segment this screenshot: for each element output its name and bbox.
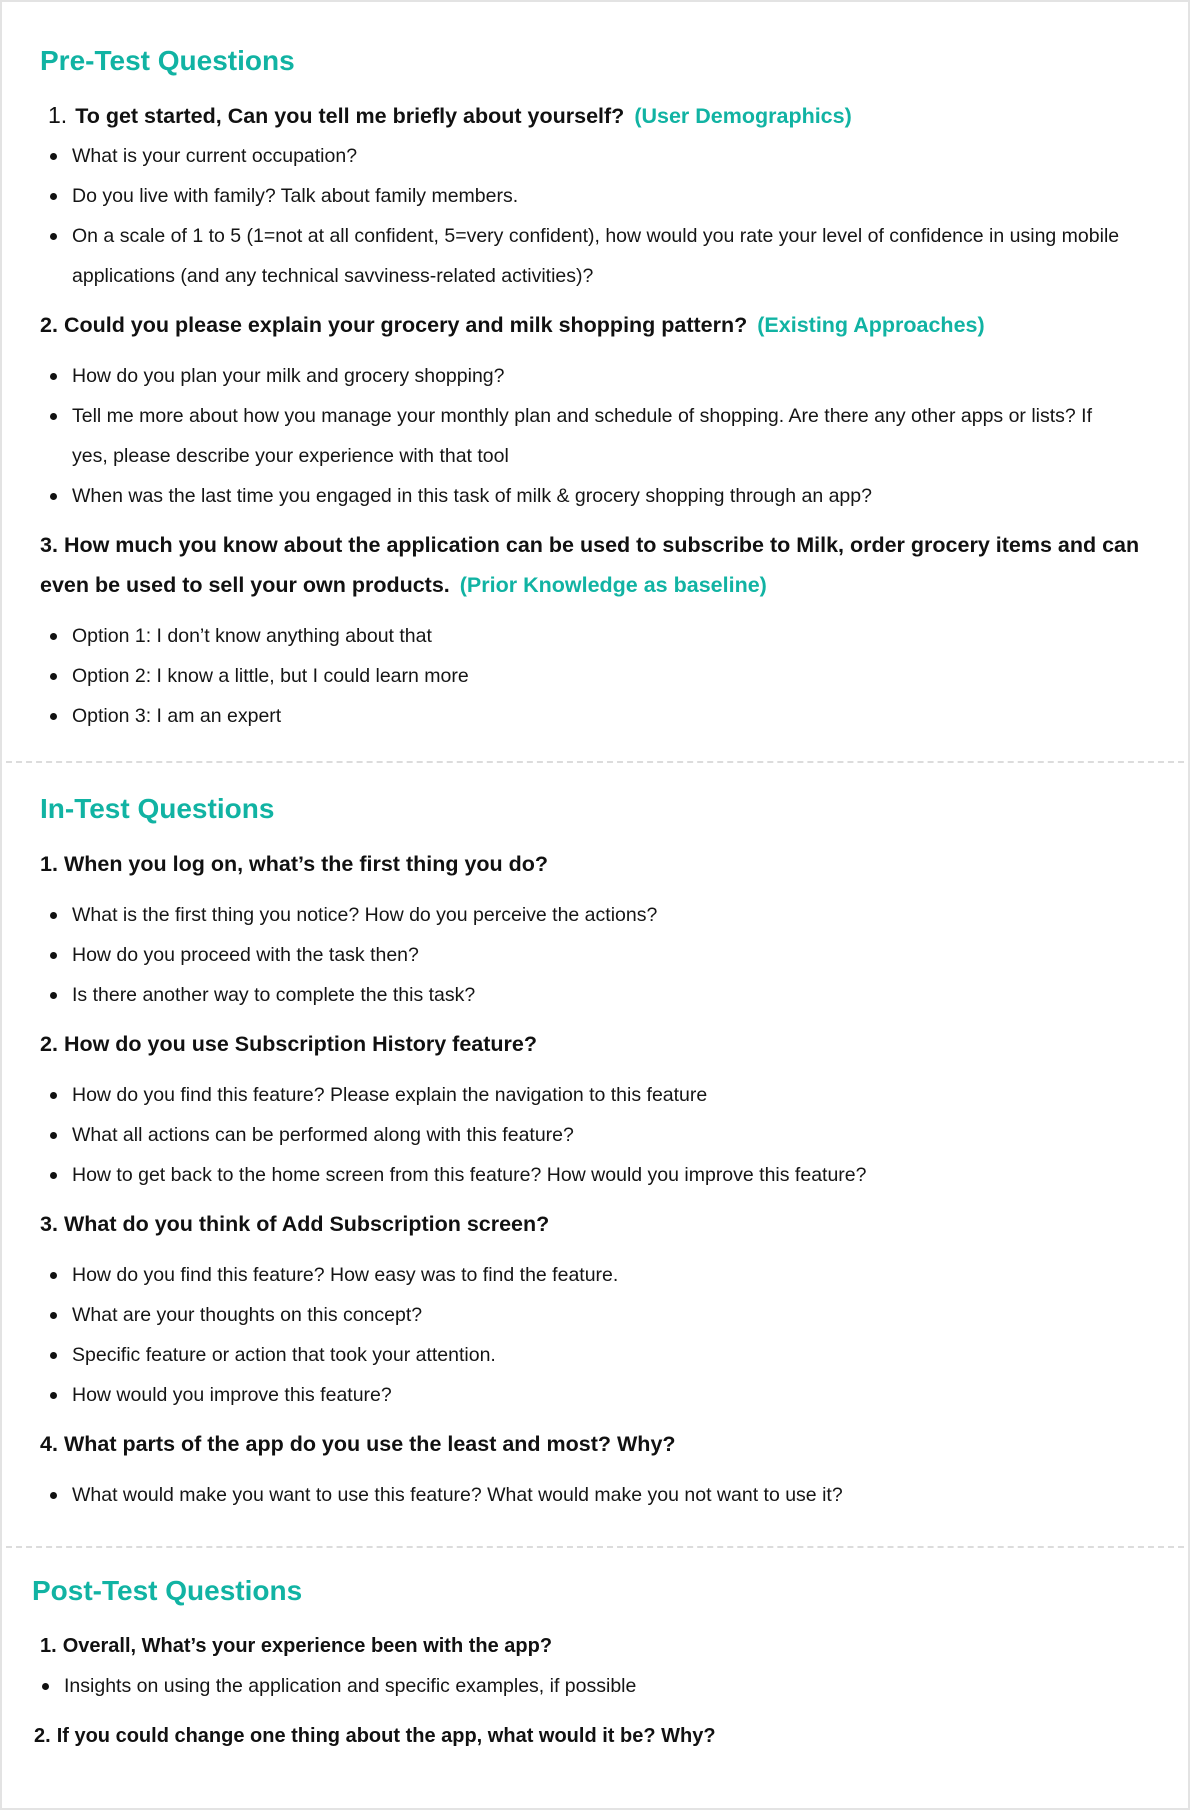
in-test-question-4-list — [42, 1475, 1142, 1515]
in-test-question-1: 1. When you log on, what’s the first thing you do? — [40, 852, 549, 876]
list-item: Option 2: I know a little, but I could learn more — [42, 656, 1122, 696]
pre-test-question-2: 2. Could you please explain your grocery and milk shopping pattern? (Existing Approaches) — [40, 313, 985, 337]
section-divider — [6, 1546, 1184, 1548]
list-item: How do you find this feature? Please explain the navigation to this feature — [42, 1075, 1142, 1115]
in-test-question-2: 2. How do you use Subscription History feature? — [40, 1032, 537, 1056]
list-item: When was the last time you engaged in this task of milk & grocery shopping through an app? — [42, 476, 1132, 516]
list-item: How do you find this feature? How easy was to find the feature. — [42, 1255, 1122, 1295]
pre-test-question-2-list — [42, 356, 1132, 516]
in-test-question-3: 3. What do you think of Add Subscription screen? — [40, 1212, 550, 1236]
section-divider — [6, 761, 1184, 763]
post-test-title: Post-Test Questions — [32, 1575, 303, 1606]
pre-test-question-1: 1. To get started, Can you tell me briefly about yourself? (User Demographics) — [48, 102, 852, 128]
list-item: What all actions can be performed along with this feature? — [42, 1115, 1142, 1155]
list-item: Option 3: I am an expert — [42, 696, 1122, 736]
list-item: What is your current occupation? — [42, 136, 1122, 176]
in-test-question-1-list — [42, 895, 1122, 1015]
in-test-question-2-text: How do you use Subscription History feature? — [63, 1032, 537, 1056]
pre-test-question-3-list — [42, 616, 1122, 736]
list-item: How do you plan your milk and grocery shopping? — [42, 356, 1132, 396]
in-test-question-2-list — [42, 1075, 1142, 1195]
in-test-title: In-Test Questions — [40, 793, 275, 824]
list-item: How would you improve this feature? — [42, 1375, 1122, 1415]
pre-test-question-1-text: To get started, Can you tell me briefly about yourself? — [75, 104, 625, 128]
post-test-question-2-text: If you could change one thing about the app, what would it be? Why? — [56, 1725, 716, 1747]
in-test-question-4: 4. What parts of the app do you use the least and most? Why? — [40, 1432, 676, 1456]
list-item: Do you live with family? Talk about family members. — [42, 176, 1122, 216]
list-item: What would make you want to use this feature? What would make you not want to use it? — [42, 1475, 1142, 1515]
pre-test-question-2-text: Could you please explain your grocery and milk shopping pattern? — [63, 313, 748, 337]
post-test-question-1-list — [34, 1666, 1114, 1706]
pre-test-question-3: 3. How much you know about the application can be used to subscribe to Milk, order grocery items and can even be used to sell your own products. (Prior Knowledge as baseline) — [40, 533, 1140, 597]
in-test-question-4-text: What parts of the app do you use the least and most? Why? — [63, 1432, 676, 1456]
pre-test-question-2-tag: (Existing Approaches) — [757, 313, 985, 337]
in-test-question-3-text: What do you think of Add Subscription screen? — [63, 1212, 550, 1236]
list-item: On a scale of 1 to 5 (1=not at all confident, 5=very confident), how would you rate your level of confidence in using mobile applications (and any technical savviness-related activities)? — [42, 216, 1122, 296]
post-test-question-1-text: Overall, What’s your experience been with the app? — [62, 1635, 553, 1657]
list-item: Is there another way to complete the this task? — [42, 975, 1122, 1015]
list-item: How to get back to the home screen from this feature? How would you improve this feature? — [42, 1155, 1142, 1195]
list-item: Insights on using the application and specific examples, if possible — [34, 1666, 1114, 1706]
pre-test-question-1-list — [42, 136, 1122, 296]
pre-test-question-3-text: How much you know about the application can be used to subscribe to Milk, order grocery items and can even be used to sell your own products. — [40, 533, 1140, 597]
list-item: How do you proceed with the task then? — [42, 935, 1122, 975]
in-test-question-1-text: When you log on, what’s the first thing you do? — [63, 852, 549, 876]
list-item: Option 1: I don’t know anything about that — [42, 616, 1122, 656]
list-item: Specific feature or action that took your attention. — [42, 1335, 1122, 1375]
list-item: Tell me more about how you manage your monthly plan and schedule of shopping. Are there any other apps or lists? If yes, please describe your experience with that tool — [42, 396, 1132, 476]
in-test-question-3-list — [42, 1255, 1122, 1415]
pre-test-title: Pre-Test Questions — [40, 45, 295, 76]
pre-test-question-3-tag: (Prior Knowledge as baseline) — [459, 573, 767, 597]
post-test-question-2: 2. If you could change one thing about the app, what would it be? Why? — [34, 1725, 716, 1747]
list-item: What is the first thing you notice? How do you perceive the actions? — [42, 895, 1122, 935]
post-test-question-1: 1. Overall, What’s your experience been with the app? — [40, 1635, 553, 1657]
list-item: What are your thoughts on this concept? — [42, 1295, 1122, 1335]
pre-test-question-1-tag: (User Demographics) — [634, 104, 852, 128]
